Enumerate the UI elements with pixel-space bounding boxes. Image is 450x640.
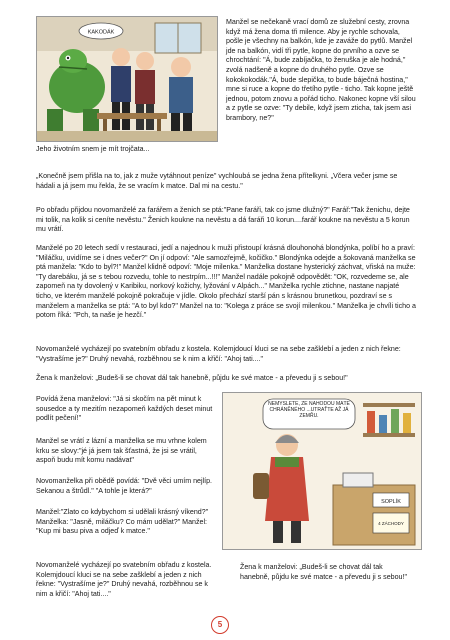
joke-money-from-husband: „Konečně jsem přišla na to, jak z muže vytáhnout peníze" vychloubá se jedna žena přítelkyni. „Včera večer jsme se hádali a já jsem mu řekla, že se vracím k matce. Dal mi na cestu."	[36, 172, 398, 190]
joke-newlyweds-church: Novomanželé vycházejí po svatebním obřadu z kostela. Kolemjdoucí kluci se na sebe zašklebí a jeden z nich řekne: "Vystrašíme je?" Druhý nevahá, rozběhnou se k nim a křičí: "Ahoj tati...."	[36, 345, 401, 363]
joke-lunch-dishes: Novomanželka při obědě povídá: "Dvě věci umím nejlíp. Sekanou a štrůdl." "A tohle je která?"	[36, 477, 213, 495]
cartoon-shop-box-label: SOPLÍK	[381, 499, 401, 505]
joke-weekend-beer: Manžel:"Zlato co kdybychom si udělali krásný víkend?" Manželka: "Jasně, miláčku? Co mám udělat?" Manžel: "Kup mi basu piva a odjeď k matce."	[36, 508, 209, 536]
joke-newlyweds-church-repeat: Novomanželé vycházejí po svatebním obřadu z kostela. Kolemjdoucí kluci se na sebe zašklebí a jeden z nich řekne: "Vystrašíme je?" Druhý nevahá, rozběhnou se k nim a křičí: "Ahoj tati...."	[36, 561, 212, 598]
cartoon-shop	[222, 392, 422, 550]
joke-spa-return: Manžel se vrátí z lázní a manželka se mu vrhne kolem krku se slovy:"jé já jsem tak šťastná, že jsi se vrátil, aspoň budu mít komu nadávat"	[36, 437, 207, 465]
joke-priest-fee: Po obřadu přijdou novomanželé za farářem a ženich se ptá:"Pane faráři, tak co jsme dlužný?" Farář:"Tak ženichu, dejte mi tolik, na kolik si ceníte nevěstu." Ženich koukne na nevěstu a dá faráři 10 korun....farář koukne na nevěstu a 5 korun mu vrátí.	[36, 206, 410, 234]
page-number: 5	[211, 616, 229, 634]
joke-restaurant-mistress: Manželé po 20 letech sedí v restauraci, jedí a najednou k muži přistoupí krásná dlouhonohá blondýnka, políbí ho a praví: "Miláčku, uvidíme se i dnes večer?" On jí odpoví: "Ale samozřejmě, kočičko." Blondýnka odejde a šokovaná manželka se ptá manžela: "Kdo to byl?!" Manžel klidně odpoví: "Moje milenka." Manželka dostane hysterický záchvat, vřiská na muže: "Ty darebáku, já se s tebou rozvedu, tohle to nestrpím...!!!" Manžel nadále pokojně odpovědět: "OK, rozvedeme se, ale zapomeň na ty dovolený v Karibiku, norkový kožichy, lyžování v Alpách..." Manželka rychle ztichne, nastane napjaté ticho, ve kterém manželé pokojně pokračuje v jídle. Okolo přechází starší pán s krásnou brunetkou, pozdraví se s manželem a manželka se ptá: "A to byl kdo?" Manžel na to: "Kolega z práce se svojí milenkou." Manželka je chvíli ticho a potom říká: "Pch, ta naše je hezčí."	[36, 244, 416, 320]
cartoon-shop-bubble-text: NEMYSLETE, ŽE NÁHODOU MÁTE CHRÁNĚNÉHO ...UTRAŤTE AŽ JÁ ZEMŘU.	[268, 401, 350, 419]
joke-wife-mother-repeat: Žena k manželovi: „Budeš-li se chovat dál tak hanebně, půjdu ke své matce - a převedu ji s sebou!"	[240, 563, 407, 581]
cartoon-shop-illustration	[223, 393, 421, 549]
joke-balcony-sacks: Manžel se nečekaně vrací domů ze služební cesty, zrovna když má žena doma tři milence. Aby je rychle schovala, pošle je všechny na balkón, kde je zaváže do pytlů. Manžel jde na balkón, vidí tři pytle, kopne do prvního a ozve se chrochtání: "Á, bude zabíjačka, to ženuška je ale hodná," zvolá nadšeně a kopne do druhého pytle. Ozve se kokokokodák."Á, bude slepička, to bude báječná hostina," mne si ruce a kopne do třetího pytle - ticho. Tak kopne ještě jednou, potom znovu a pořád ticho. Nakonec kopne vší silou a z pytle se ozve: "Ty debile, když jsem zticha, tak jsem asi brambory, ne?"	[226, 18, 416, 122]
cartoon-party-caption: Jeho životním snem je mít trojčata...	[36, 145, 150, 153]
cartoon-party-illustration	[37, 17, 217, 141]
joke-neighbour-roast: Povídá žena manželovi: "Já si skočím na pět minut k sousedce a ty mezitím nezapomeň každých deset minut podlít pečení!"	[36, 395, 213, 423]
cartoon-party	[36, 16, 218, 142]
cartoon-party-bubble-text: KAKODÁK	[87, 29, 115, 36]
joke-wife-mother: Žena k manželovi: „Budeš-li se chovat dál tak hanebně, půjdu ke své matce - a převedu ji s sebou!"	[36, 374, 348, 382]
cartoon-shop-note: 4 ZÁCHODY	[378, 521, 404, 526]
